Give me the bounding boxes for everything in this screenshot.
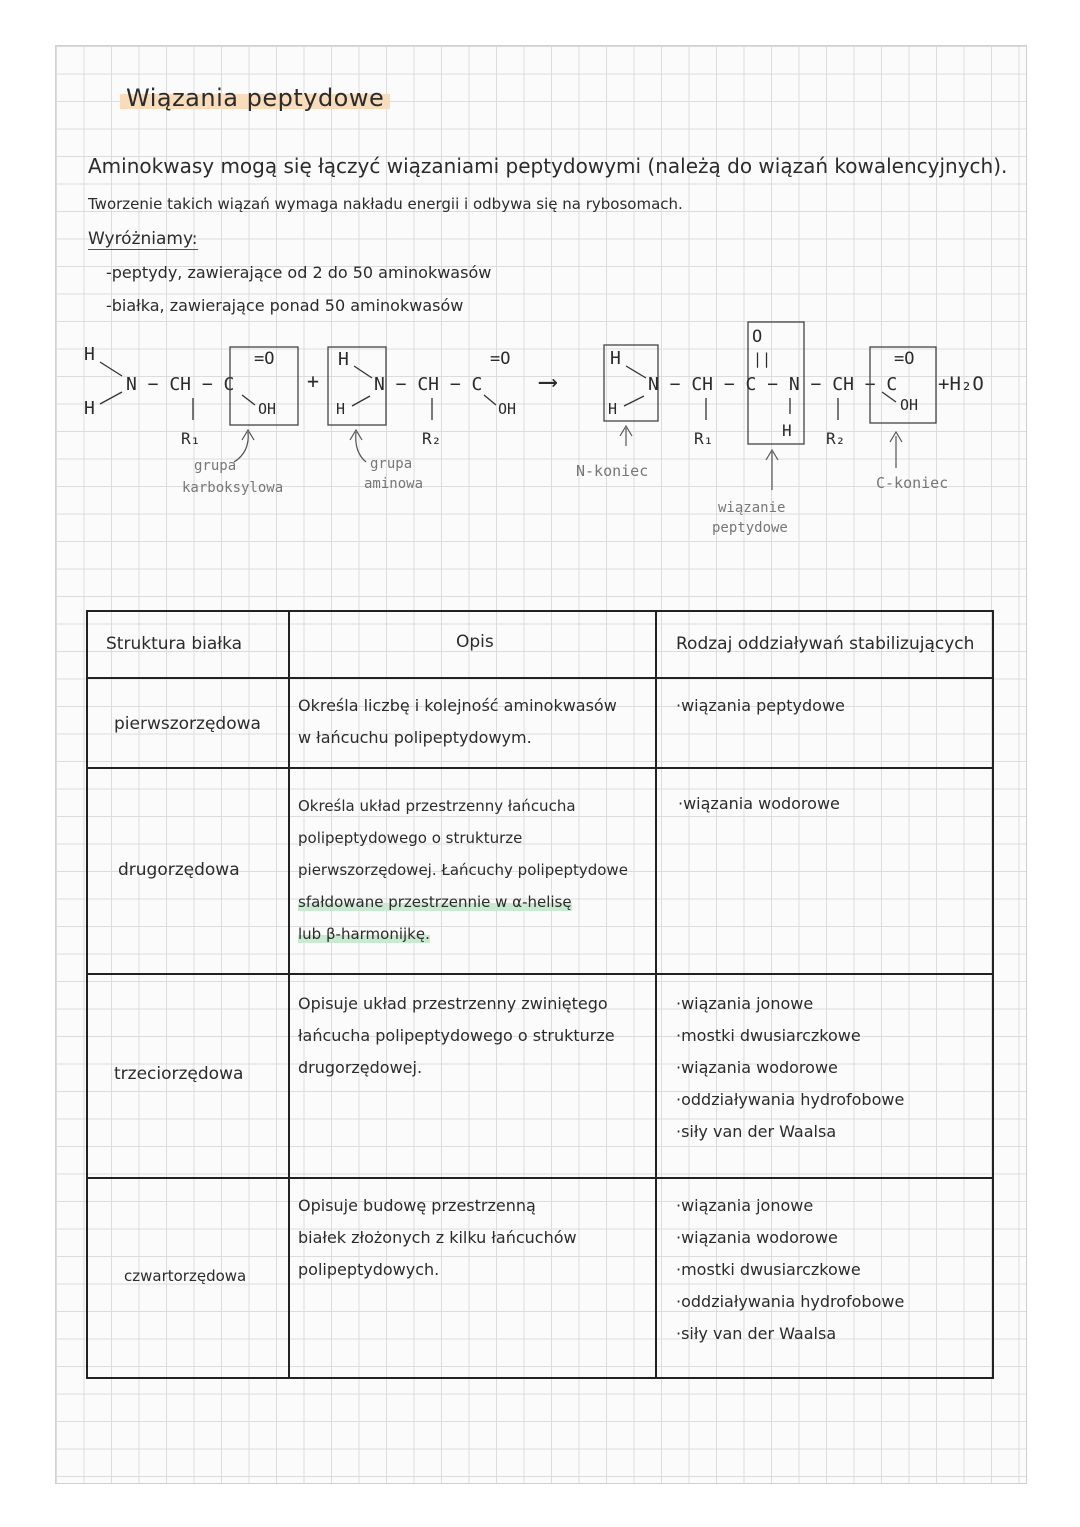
bond-line <box>624 396 644 406</box>
intro-line-1: Aminokwasy mogą się łączyć wiązaniami peptydowymi (należą do wiązań kowalencyjnych). <box>88 154 1008 178</box>
product-nh: H <box>782 421 792 440</box>
bond-line <box>242 395 255 405</box>
row-3-structure: trzeciorzędowa <box>114 1064 244 1084</box>
header-structure: Struktura białka <box>106 634 243 654</box>
bond-line <box>484 395 496 405</box>
bond-line <box>354 366 372 378</box>
bond-line <box>100 392 122 404</box>
row-4-stabilizing: ·wiązania jonowe ·wiązania wodorowe ·mostki dwusiarczkowe ·oddziaływania hydrofobowe ·siły van der Waalsa <box>676 1196 905 1343</box>
page-title: Wiązania peptydowe <box>120 84 390 112</box>
product-h-top: H <box>610 348 621 369</box>
aa2-oxygen: =O <box>490 349 511 369</box>
header-description: Opis <box>456 632 494 652</box>
bond-line <box>352 396 370 406</box>
row-2-description: Określa układ przestrzenny łańcucha polipeptydowego o strukturze pierwszorzędowej. Łańcuchy polipeptydowe sfałdowane przestrzennie w α-helisę lub β-harmonijkę. <box>298 797 628 943</box>
product-h-bottom: H <box>608 400 618 418</box>
row-3-description: Opisuje układ przestrzenny zwiniętego łańcucha polipeptydowego o strukturze drugorzędowej. <box>298 994 615 1077</box>
aa2-oh: OH <box>498 400 517 418</box>
bond-line <box>626 366 646 378</box>
label-bond-1: wiązanie <box>718 500 786 516</box>
product-r2: R₂ <box>826 429 846 448</box>
row-3-stabilizing: ·wiązania jonowe ·mostki dwusiarczkowe ·wiązania wodorowe ·oddziaływania hydrofobowe ·siły van der Waalsa <box>676 994 905 1141</box>
bullet-proteins: -białka, zawierające ponad 50 aminokwasów <box>106 296 464 315</box>
row-4-structure: czwartorzędowa <box>124 1267 247 1285</box>
aa2-r-group: R₂ <box>422 429 442 448</box>
label-n-end: N-koniec <box>576 462 649 480</box>
row-1-structure: pierwszorzędowa <box>114 714 261 734</box>
aa2-backbone: N − CH − C <box>374 374 483 395</box>
product-backbone: N − CH − C − N − CH − C <box>648 374 898 395</box>
bond-line <box>100 362 122 376</box>
aa1-h-top: H <box>84 344 95 365</box>
row-2-stabilizing: ·wiązania wodorowe <box>678 794 840 813</box>
product-r1: R₁ <box>694 429 714 448</box>
product-o-end: =O <box>894 349 915 369</box>
product-oh: OH <box>900 396 919 414</box>
aa2-h-bottom: H <box>336 400 346 418</box>
header-stabilizing: Rodzaj oddziaływań stabilizujących <box>676 634 975 654</box>
row-1-stabilizing: ·wiązania peptydowe <box>676 696 845 715</box>
amino-arrow <box>356 432 366 462</box>
product-double-bond: || <box>753 350 772 368</box>
bullet-peptides: -peptydy, zawierające od 2 do 50 aminokwasów <box>106 263 492 282</box>
aa2-h-top: H <box>338 349 349 370</box>
row-1-description: Określa liczbę i kolejność aminokwasów w łańcuchu polipeptydowym. <box>298 696 617 747</box>
label-carboxyl-1: grupa <box>194 458 237 474</box>
aa1-backbone: N − CH − C <box>126 374 235 395</box>
intro-line-2: Tworzenie takich wiązań wymaga nakładu energii i odbywa się na rybosomach. <box>88 195 683 213</box>
aa1-h-bottom: H <box>84 398 95 419</box>
protein-structure-table <box>86 610 994 1380</box>
label-carboxyl-2: karboksylowa <box>182 480 284 496</box>
label-amino-2: aminowa <box>364 476 424 492</box>
aa1-oxygen: =O <box>254 349 275 369</box>
row-4-description: Opisuje budowę przestrzenną białek złożonych z kilku łańcuchów polipeptydowych. <box>298 1196 577 1279</box>
row-2-structure: drugorzędowa <box>118 860 240 880</box>
peptide-reaction-scheme <box>0 0 1080 560</box>
label-bond-2: peptydowe <box>712 520 788 536</box>
product-o-top: O <box>752 327 763 347</box>
intro-line-3: Wyróżniamy: <box>88 229 198 249</box>
reaction-arrow: ⟶ <box>540 367 556 397</box>
label-c-end: C-koniec <box>876 474 949 492</box>
aa1-r-group: R₁ <box>181 429 201 448</box>
plus-sign: + <box>307 369 320 393</box>
label-amino-1: grupa <box>370 456 413 472</box>
aa1-oh: OH <box>258 400 277 418</box>
water: +H₂O <box>938 373 984 395</box>
